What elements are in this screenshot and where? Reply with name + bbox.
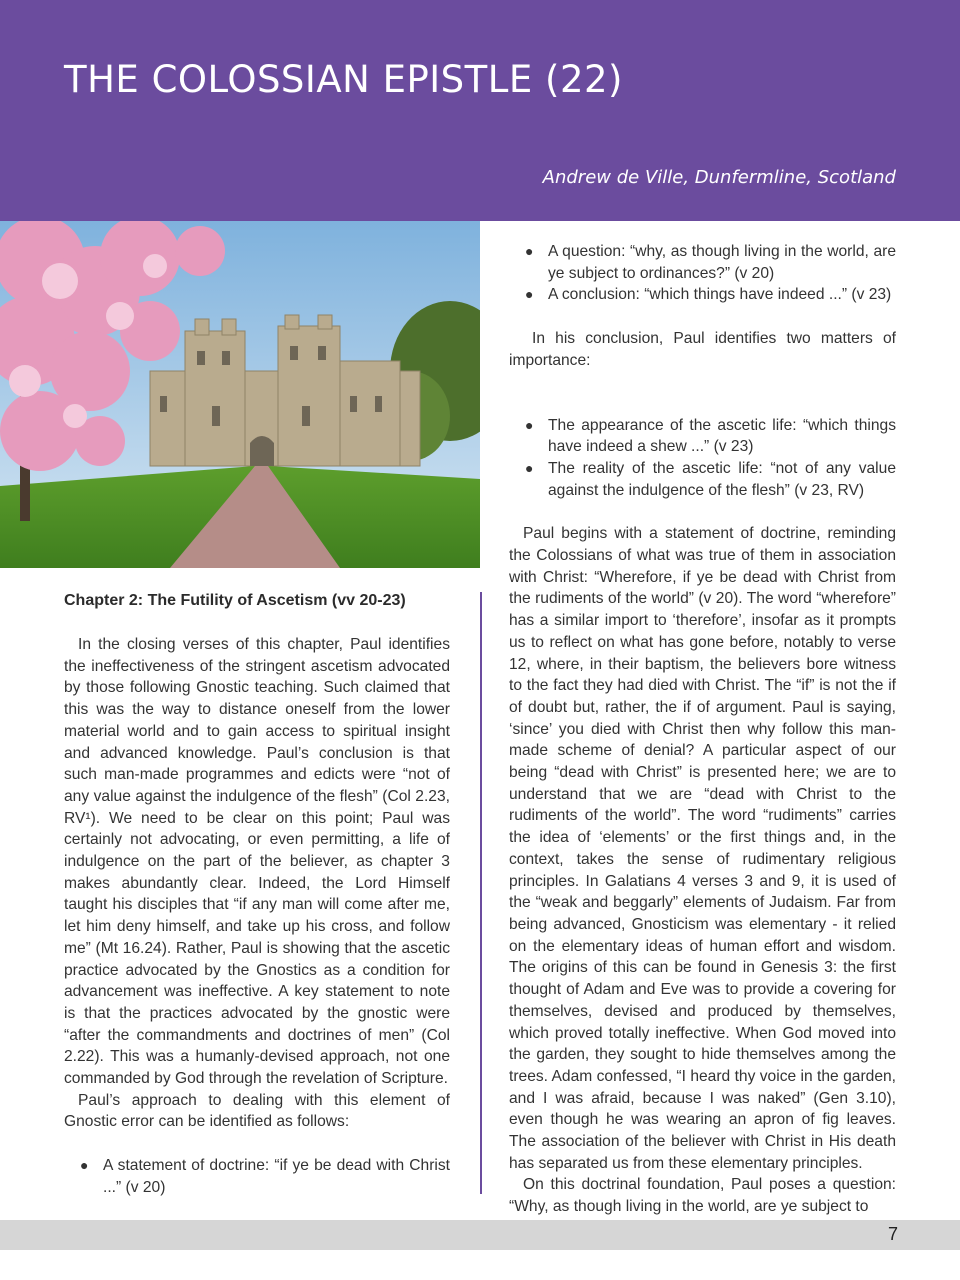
list-item: ● A statement of doctrine: “if ye be dead with Christ ...” (v 20) [80, 1157, 450, 1196]
list-item: ● A conclusion: “which things have indeed ...” (v 23) [509, 284, 896, 306]
bullet-icon: ● [525, 286, 534, 303]
column-divider [480, 592, 482, 1194]
paragraph: Paul begins with a statement of doctrine, reminding the Colossians of what was true of them in association with Christ: “Wherefore, if ye be dead with Christ from the rudiments of the world” (v 20). The word “wherefore” has a similar import to ‘therefore’, insofar as it prompts us to reflect on what has gone before, notably to verse 12, where, in their baptism, the believers bore witness to the fact they had died with Christ. The “if” is not the if of doubt but, rather, the if of argument. Paul is saying, ‘since’ you died with Christ then why follow this man-made scheme of denial? A particular aspect of our being “dead with Christ” is presented here; we are to understand that we are “dead with Christ to the rudiments of the world”. The word “rudiments” carries the idea of ‘elements’ or the first things and, in the context, takes the sense of rudimentary religious principles. In Galatians 4 verses 3 and 9, it is used of the “weak and beggarly” elements of Judaism. Far from being advanced, Gnosticism was elementary - it relied on the elementary ideas of human effort and wisdom. The origins of this can be found in Genesis 3: the first thought of Adam and Eve was to provide a covering for themselves, devised and produced by themselves, which proved totally ineffective. When God moved into the garden, they sought to hide themselves among the trees. Adam confessed, “I heard thy voice in the garden, and I was afraid, because I was naked” (Gen 3.10), even though he was wearing an apron of fig leaves. The association of the believer with Christ in His death has separated us from these elementary principles. [509, 525, 896, 1172]
paragraph: Paul’s approach to dealing with this element of Gnostic error can be identified as follows: [64, 1091, 450, 1131]
bullet-list [509, 415, 896, 502]
bullet-icon: ● [525, 416, 534, 433]
bullet-list [509, 241, 896, 306]
paragraph: On this doctrinal foundation, Paul poses a question: “Why, as though living in the world, are ye subject to [509, 1176, 896, 1216]
bullet-icon: ● [80, 1157, 89, 1174]
list-item: ● The reality of the ascetic life: “not of any value against the indulgence of the flesh” (v 23, RV) [525, 459, 896, 499]
paragraph: In the closing verses of this chapter, Paul identifies the ineffectiveness of the stringent ascetism advocated by those following Gnostic teaching. Such claimed that this was the way to distance oneself from the lower material world and to gain access to spiritual insight and advanced knowledge. Paul’s conclusion is that such man-made programmes and edicts were “not of any value against the indulgence of the flesh” (Col 2.23, RV¹). We need to be clear on this point; Paul was certainly not advocating, or even permitting, a life of indulgence on the part of the believer, as chapter 3 makes abundantly clear. Indeed, the Lord Himself taught his disciples that “if any man will come after me, let him deny himself, and take up his cross, and follow me” (Mt 16.24). Rather, Paul is showing that the ascetic practice advocated by the Gnostics as a condition for advancement was ineffective. A key statement to note is that the practices advocated by the gnostic were “after the commandments and doctrines of men” (Col 2.22). This was a humanly-devised approach, not one commanded by God through the revelation of Scripture. [64, 636, 450, 1088]
paragraph: In his conclusion, Paul identifies two matters of importance: [509, 330, 896, 369]
castle-photo [0, 221, 480, 568]
article-author: Andrew de Ville, Dunfermline, Scotland [542, 167, 896, 188]
chapter-heading: Chapter 2: The Futility of Ascetism (vv 20-23) [64, 592, 406, 609]
left-column [64, 590, 450, 1199]
article-title: THE COLOSSIAN EPISTLE (22) [64, 58, 623, 101]
bullet-list [64, 1155, 450, 1198]
footer-bar [0, 1220, 960, 1250]
bullet-icon: ● [525, 459, 534, 476]
header-banner [0, 0, 960, 221]
page-number: 7 [887, 1224, 898, 1244]
right-column [509, 241, 896, 1218]
list-item: ● A question: “why, as though living in the world, are ye subject to ordinances?” (v 20) [525, 243, 896, 282]
bullet-icon: ● [525, 243, 534, 259]
list-item: ● The appearance of the ascetic life: “which things have indeed a shew ...” (v 23) [525, 416, 896, 456]
